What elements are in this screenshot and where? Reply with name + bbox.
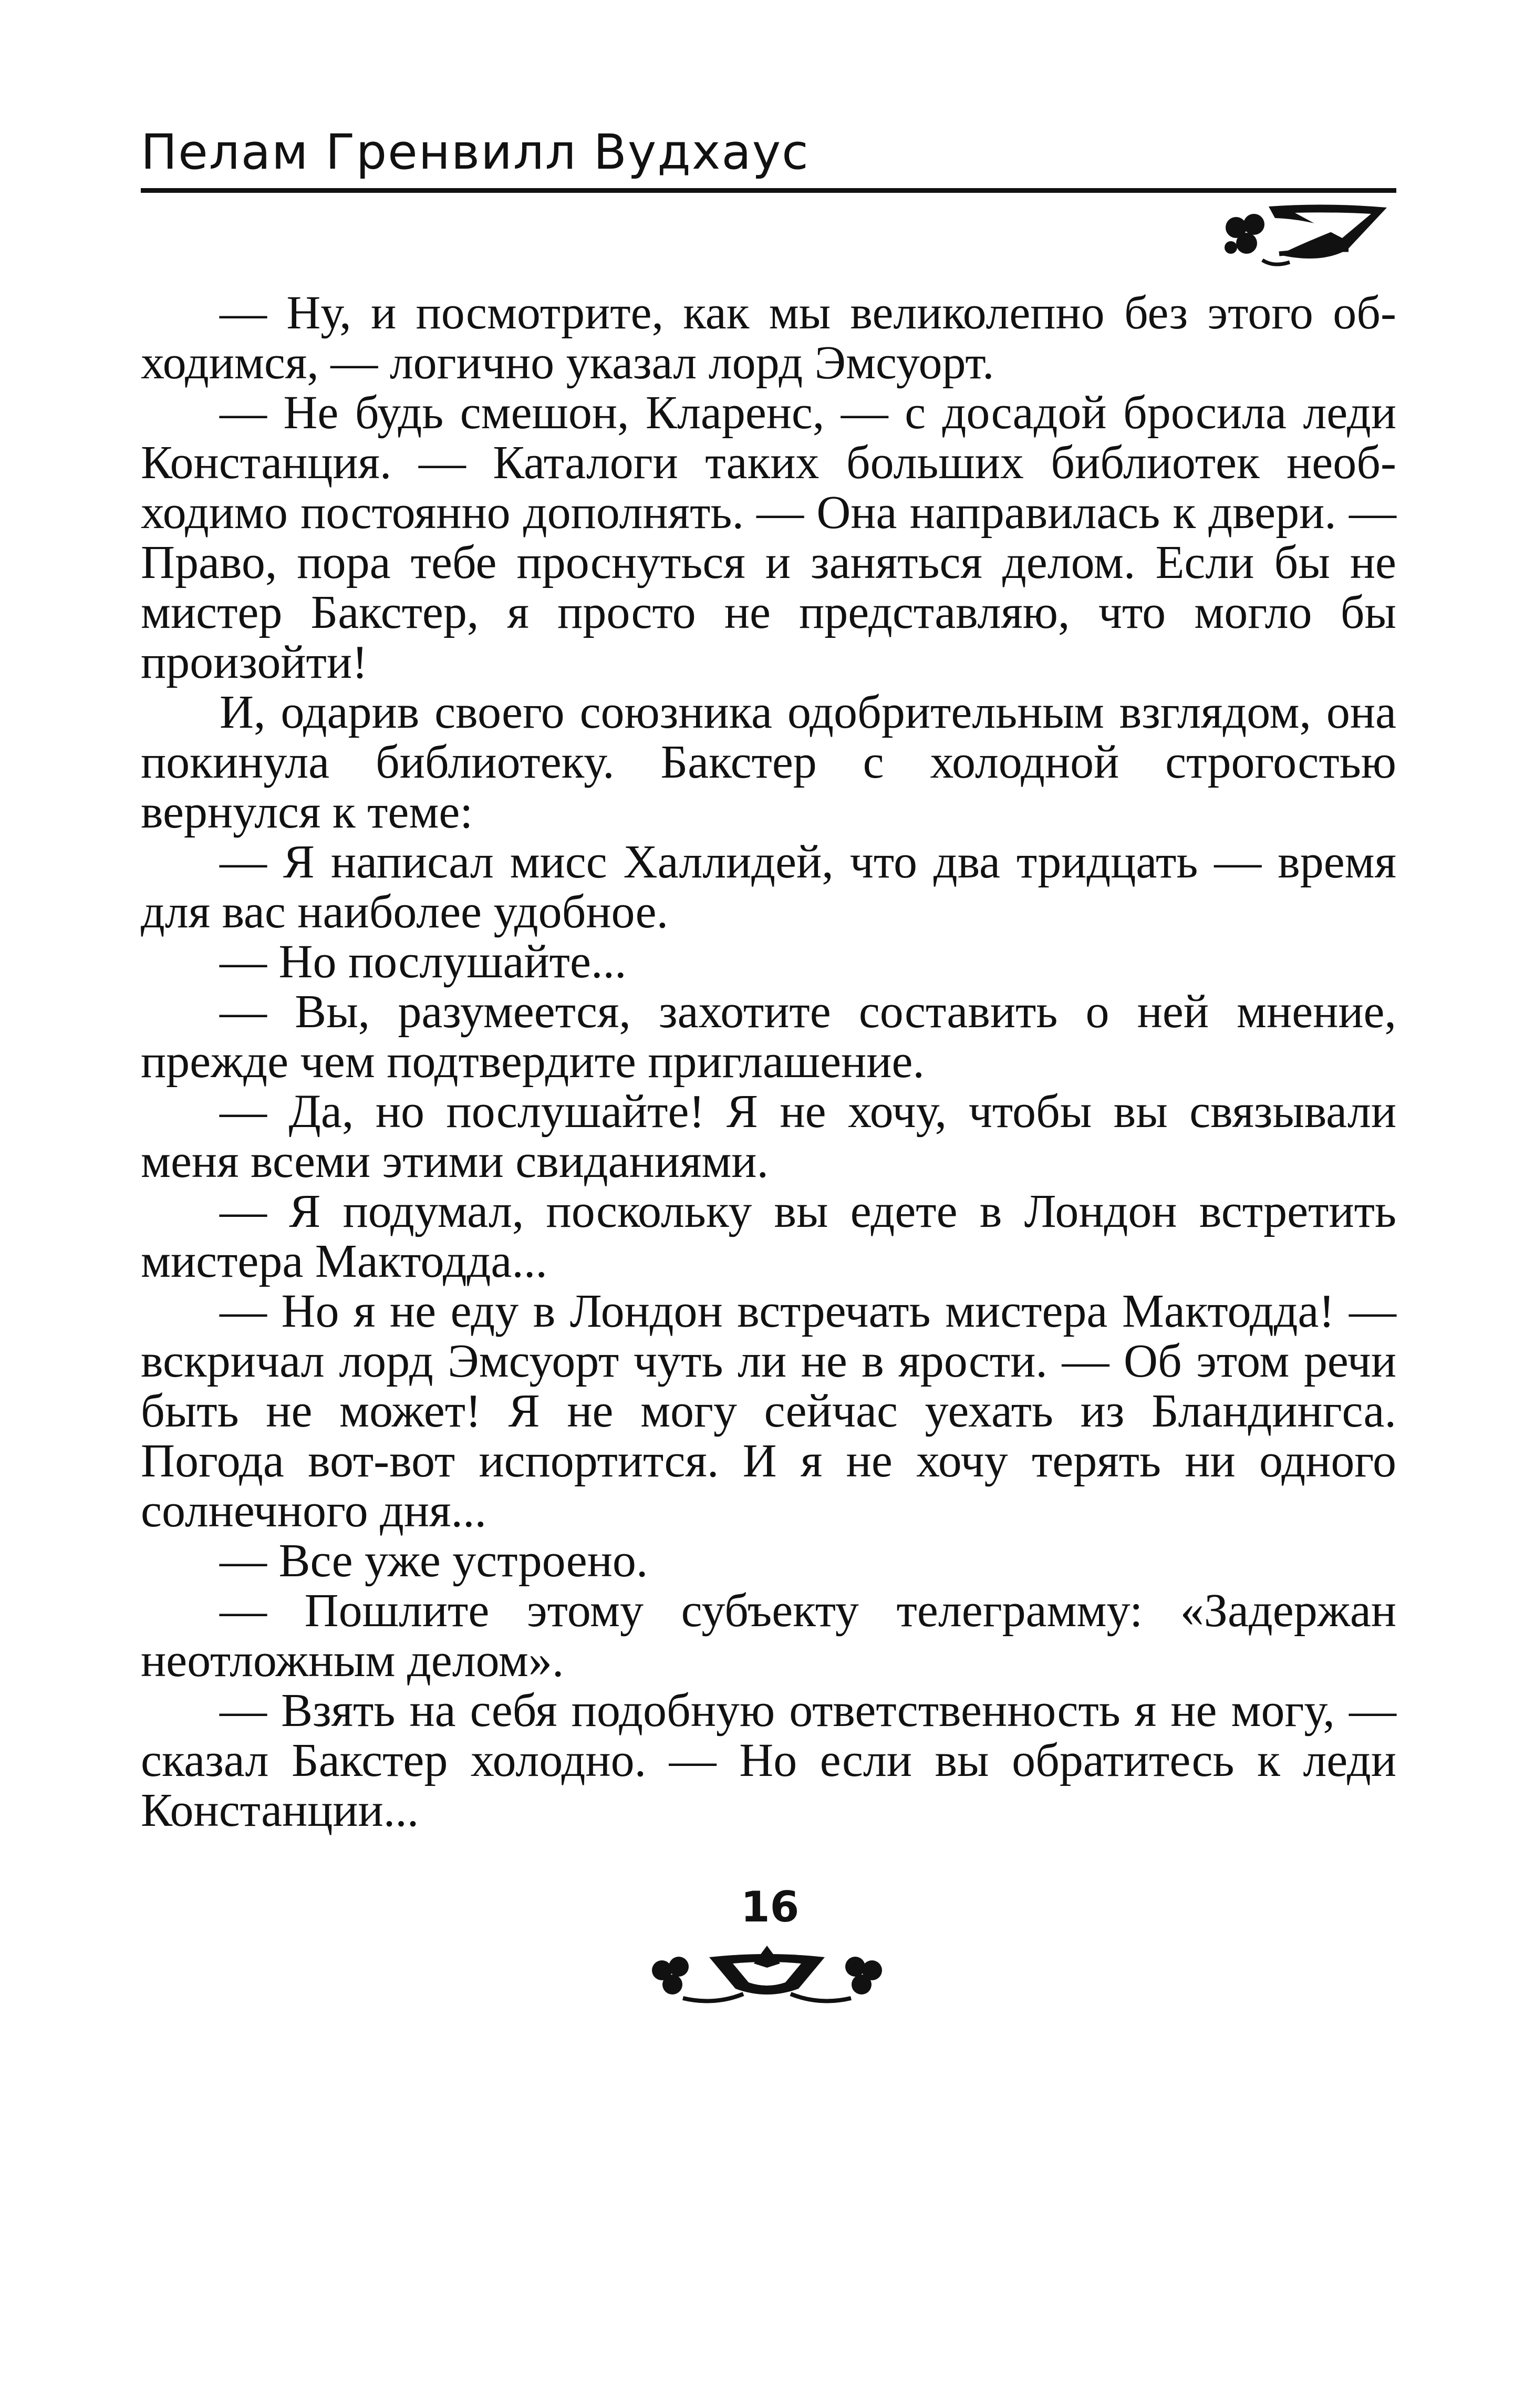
page-text [141,288,1396,1835]
paragraph: — Взять на себя подобную ответственность я не могу, — сказал Бакстер холодно. — Но если вы обратитесь к леди Констанции... [141,1684,1396,1836]
bottom-ornament-icon [646,1941,888,2012]
paragraph: — Но послушайте... [220,936,627,988]
paragraph: — Я написал мисс Халлидей, что два тридцать — время для вас наиболее удобное. [141,836,1396,938]
author-name: Пелам Гренвилл Вудхаус [141,124,810,180]
paragraph: — Но я не еду в Лондон встречать мистера Мактодда! — вскричал лорд Эмсуорт чуть ли не в ярости. — Об этом речи быть не может! Я не могу сейчас уехать из Бландингса. Погода вот-вот испортится. И я не хочу терять ни одного солнечного дня... [141,1285,1396,1537]
paragraph: — Пошлите этому субъекту телеграмму: «Задержан неотложным делом». [141,1585,1396,1687]
top-ornament-icon [1216,197,1397,286]
page-number: 16 [741,1883,800,1931]
paragraph: — Да, но послушайте! Я не хочу, чтобы вы связывали меня всеми этими свиданиями. [141,1086,1396,1187]
paragraph: — Я подумал, поскольку вы едете в Лондон встретить мистера Мактодда... [141,1185,1396,1287]
paragraph: — Не будь смешон, Кларенс, — с досадой бросила леди Констанция. — Каталоги таких больших библиотек необходимо постоянно дополнять. — Она направилась к двери. — Право, пора тебе проснуться и заняться делом. Если бы не мистер Бакстер, я просто не представляю, что могло бы произойти! [141,387,1396,688]
paragraph: — Все уже устроено. [220,1535,648,1587]
paragraph: И, одарив своего союзника одобрительным взглядом, она покинула библиотеку. Бакстер с холодной строгостью вернулся к теме: [141,686,1396,838]
running-header [141,121,1396,184]
header-rule [141,188,1396,193]
paragraph: — Ну, и посмотрите, как мы великолепно без этого обходимся, — логично указал лорд Эмсуорт. [141,287,1396,389]
paragraph: — Вы, разумеется, захотите составить о ней мнение, прежде чем подтвердите приглашение. [141,986,1396,1088]
